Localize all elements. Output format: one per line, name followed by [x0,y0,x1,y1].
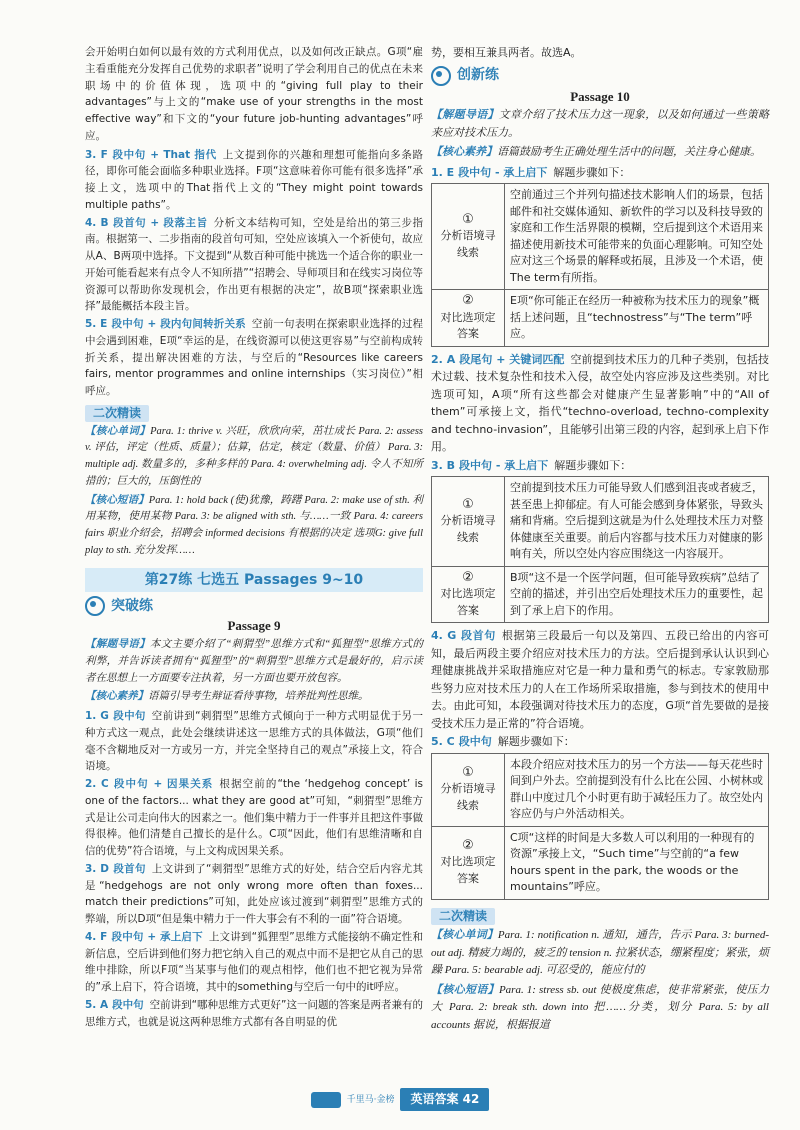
step-row [432,566,769,623]
answer-tag: 段中句 [112,710,146,722]
section-title: 第27练 七选五 Passages 9~10 [85,568,423,593]
publisher-logo [311,1092,341,1108]
vocab-label: 【核心单词】 [85,425,151,437]
answer-5e [85,316,423,400]
answer-number: 1. E [431,165,455,179]
step-label [432,566,505,623]
target-icon [431,66,451,86]
answer-3f [85,147,423,214]
step-name: 分析语境寻线索 [440,229,496,259]
vocab-text: Para. 1: thrive v. 兴旺，欣欣向荣，茁壮成长 Para. 2: assess v. 评估，评定（性质、质量）；估算，估定，核定（数量、价值） Para. 3: multiple adj. 数量多的，多种多样的 Para. 4: overwhelming adj. 令人不知所措的；巨大的，压倒性的 [85,425,424,487]
answer-text: 上文讲到了“刺猬型”思维方式的好处，结合空后内容尤其是“hedgehogs are not only wrong more often than foxes... match their predictions”可知，此处应该过渡到“刺猬型”思维方式的弊端，所以D项“但是集中精力于一件大事会有不利的一面”符合语境。 [85,862,423,925]
step-label [432,826,505,899]
answer-text: 解题步骤如下： [553,165,631,179]
step-row [432,826,769,899]
answer-number: 5. A [85,998,109,1011]
guide-label: 【解题导语】 [85,639,150,650]
answer-tag: 段中句 + 因果关系 [112,778,214,790]
answer-number: 5. E [85,318,108,330]
step-number: ① [462,211,474,227]
publisher-name: 千里马·金榜 [346,1094,395,1105]
core-phrases [431,982,769,1035]
p10-answer-2 [431,351,769,456]
p10-answer-5 [431,733,769,751]
step-row [432,477,769,567]
answer-tag: 段中句 [112,998,144,1011]
passage-9-title: Passage 9 [227,618,281,634]
p10-answer-1 [431,164,769,182]
answer-number: 2. A [431,352,456,366]
step-row [432,290,769,347]
steps-table-q1 [431,183,769,347]
guide-text: 文章介绍了技术压力这一现象，以及如何通过一些策略来应对技术压力。 [431,109,769,139]
step-text: B项“这不是一个医学问题，但可能导致疾病”总结了空前的描述，并引出空后处理技术压力的重要性，起到了承上启下的作用。 [505,566,769,623]
step-text: C项“这样的时间是大多数人可以利用的一种现有的资源”承接上文，“Such time”与空前的“a few hours spent in the park, the woods or the mountains”呼应。 [505,826,769,899]
p9-guide [85,637,423,687]
p9-answer-1 [85,708,423,775]
breakthrough-label: 突破练 [111,597,153,614]
step-text: 本段介绍应对技术压力的另一个方法——每天花些时间到户外去。空前提到没有什么比在公园、小树林或群山中度过几个小时更有助于减轻压力了。故空处内容应仍与户外活动相关。 [505,753,769,826]
passage-10-title: Passage 10 [570,88,630,104]
answer-tag: 段中句 - 承上启下 [458,165,548,179]
p9-answer-3 [85,861,423,928]
step-number: ② [462,293,474,308]
answer-text: 上文提到你的兴趣和理想可能指向多条路径，即你可能会面临多种职业选择。F项“这意味着你可能有很多选择”承接上文，选项中的That指代上文的“They might point towards multiple paths”。 [85,148,424,211]
phrase-text: Para. 1: stress sb. out 使极度焦虑，使非常紧张，使压力大 Para. 2: break sth. down into 把……分类，划分 Para. 5: by all accounts 据说，根据报道 [431,983,770,1031]
page-number-badge: 英语答案 42 [400,1088,489,1111]
p9-core [85,689,423,706]
intro-paragraph: 会开始明白如何以最有效的方式利用优点，以及如何改正缺点。G项“雇主看重能充分发挥自己优势的求职者”说明了学会利用自己的优点在未来职场中的价值体现，选项中的“giving full play to their advantages”与上文的“make use of your strengths in the most effective way”和下文的“your future job-hunting advantages”呼应。 [85,46,423,142]
step-name: 对比选项定答案 [440,587,496,617]
answer-tag: 段中句 [458,735,492,748]
innovation-heading [431,66,769,86]
answer-tag: 段中句 + 段内句间转折关系 [111,318,246,330]
core-text: 语篇引导考生辩证看待事物，培养批判性思维。 [148,691,369,703]
answer-tag: 段中句 - 承上启下 [459,458,549,472]
answer-number: 5. C [431,735,455,748]
answer-tag: 段首句 [113,862,146,875]
answer-number: 4. B [85,216,109,229]
p10-answer-4 [431,627,769,732]
step-label [432,184,505,290]
step-name: 分析语境寻线索 [440,782,496,812]
vocab-text: Para. 1: notification n. 通知，通告，告示 Para. 3: burned-out adj. 精疲力竭的，疲乏的 tension n. 拉紧状态，绷紧程度；紧张，烦躁 Para. 5: bearable adj. 可忍受的，能应付的 [431,929,770,976]
core-label: 【核心素养】 [431,146,497,158]
answer-tag: 段首句 + 段落主旨 [112,216,208,229]
target-icon [85,596,105,616]
right-column [431,44,769,1036]
answer-number: 3. D [85,862,109,875]
innovation-label: 创新练 [457,66,499,83]
step-name: 对比选项定答案 [440,310,496,340]
step-number: ② [462,837,474,853]
left-column [85,44,423,1031]
step-text: E项“你可能正在经历一种被称为技术压力的现象”概括上述问题，且“technostress”与“The term”呼应。 [505,290,769,347]
p10-answer-3 [431,457,769,475]
core-phrases [85,493,423,560]
answer-text: 上文讲到“狐狸型”思维方式能接纳不确定性和新信息，空后讲到他们努力把它纳入自己的观点中而不是把它从自己的思维中排除，所以F项“当某事与他们的观点相悖，他们也不把它视为异常的”承上启下，符合语境，其中的something与空后一句中的it呼应。 [85,930,423,993]
step-text: 空前通过三个并列句描述技术影响人们的场景，包括邮件和社交媒体通知、新软件的学习以及科技导致的家庭和工作生活界限的模糊，空后提到这个术语用来描述使用新技术可能带来的负面心理影响。可知空处应对这三个场景的解释或拓展，且涉及一个术语，使The term有所指。 [505,184,769,290]
answer-text: 根据第三段最后一句以及第四、五段已给出的内容可知，最后两段主要介绍应对技术压力的方法。空后提到承认认识到心理健康挑战并采取措施应对它是一种力量和勇气的标志。专家敦励那些努力应对技术压力的人在工作场所采取措施，参与到技术的使用中去。由此可知，本段强调对待技术压力的态度，G项“首先要做的是接受技术压力是正常的”符合语境。 [431,629,769,730]
core-label: 【核心素养】 [85,691,148,703]
answer-number: 3. B [431,458,456,472]
p9-answer-2 [85,776,423,860]
phrase-label: 【核心短语】 [431,983,499,996]
step-row [432,753,769,826]
p10-guide [431,107,769,142]
steps-table-q5 [431,753,769,900]
p9-answer-4 [85,929,423,996]
step-label [432,290,505,347]
continued-text: 势，要相互兼具两者。故选A。 [431,46,582,59]
page-footer [0,1088,800,1111]
answer-tag: 段中句 + 承上启下 [111,930,203,943]
review-heading: 二次精读 [431,908,495,926]
answer-number: 1. G [85,710,109,722]
p10-core [431,144,769,162]
answer-text: 空前一句表明在探索职业选择的过程中会遇到困难，E项“幸运的是，在线资源可以使这更容易”与空前构成转折关系，提出解决困难的方法，与空后的“Resources like careers fairs, mentor programmes and online internships（实习岗位）”相呼应。 [85,318,424,397]
review-heading: 二次精读 [85,405,149,422]
step-label [432,753,505,826]
step-number: ① [462,764,474,780]
guide-text: 本文主要介绍了“刺猬型”思维方式和“狐狸型”思维方式的利弊，并告诉读者拥有“狐狸型”的“刺猬型”思维方式是最好的，启示读者在思想上一方面要专注执着，另一方面也要开放包容。 [85,639,424,684]
core-vocab [431,927,769,980]
answer-number: 4. G [431,629,457,642]
step-text: 空前提到技术压力可能导致人们感到沮丧或者疲乏，甚至患上抑郁症。有人可能会感到身体紧张，导致头痛和背痛。空后提到这就是为什么处理技术压力对整体健康至关重要。前后内容都与技术压力对健康的影响有关，所以空处内容应围绕这一内容展开。 [505,477,769,567]
phrase-text: Para. 1: hold back (使)犹豫，踌躇 Para. 2: make use of sth. 利用某物，使用某物 Para. 3: be aligned with sth. 与……一致 Para. 4: careers fairs 职业介绍会，招聘会 informed decisions 有根据的决定 选项G: give full play to sth. 充分发挥…… [85,494,424,556]
breakthrough-heading [85,596,423,616]
answer-tag: 段中句 + That 指代 [111,148,217,161]
answer-text: 空前讲到“刺猬型”思维方式倾向于一种方式明显优于另一种方式这一观点，此处会继续讲述这一思维方式的具体做法，G项“他们毫不含糊地反对一方或另一方，并完全坚持自己的观点”承接上文，符合语境。 [85,710,423,773]
answer-text: 解题步骤如下： [497,735,575,748]
step-name: 对比选项定答案 [440,855,496,885]
answer-number: 3. F [85,148,108,161]
step-name: 分析语境寻线索 [440,514,496,544]
answer-tag: 段首句 [460,629,496,642]
answer-text: 根据空前的“the ‘hedgehog concept’ is one of the factors... what they are good at”可知，“刺猬型”思维方式是让公司走向伟大的因素之一。他们集中精力于一件事并且把这件事做得很棒。他们清楚自己擅长的是什么。C项“因此，他们有思维清晰和自信的优势”符合语境，与上文构成因果关系。 [85,778,424,857]
steps-table-q3 [431,476,769,623]
answer-number: 4. F [85,930,108,943]
answer-tag: 段尾句 + 关键词匹配 [459,352,565,366]
vocab-label: 【核心单词】 [431,929,498,941]
p9-answer-5 [85,997,423,1031]
answer-text: 解题步骤如下： [554,458,632,472]
phrase-label: 【核心短语】 [85,494,149,506]
step-number: ① [462,496,474,512]
answer-number: 2. C [85,778,109,790]
answer-4b [85,215,423,316]
step-number: ② [462,569,474,585]
step-label [432,477,505,567]
core-text: 语篇鼓励考生正确处理生活中的问题，关注身心健康。 [497,146,761,158]
answer-text: 空前提到技术压力的几种子类别，包括技术过载、技术复杂性和技术入侵，故空处内容应涉及这些类别。对比选项可知，A项“所有这些都会对健康产生显著影响”中的“All of them”可承接上文，指代“techno-overload, techno-complexity and techno-invasion”，且能够引出第三段的内容，起到承上启下作用。 [431,352,769,453]
answer-text: 分析文本结构可知，空处是给出的第三步指南。根据第一、二步指南的段首句可知，空处应该填入一个祈使句，故应从A、B两项中选择。下文提到“从数百种可能中挑选一个适合你的职业一开始可能看起来有点令人不知所措”“招聘会、导师项目和在线实习岗位等资源可以帮助你发现机会，作出更有根据的决定”，故B项“探索职业选择”最能概括本段主旨。 [85,216,424,313]
core-vocab [85,424,423,491]
guide-label: 【解题导语】 [431,109,499,121]
step-row [432,184,769,290]
answer-text: 空前讲到“哪种思维方式更好”这一问题的答案是两者兼有的思维方式，也就是说这两种思维方式都有各自明显的优 [85,998,423,1028]
